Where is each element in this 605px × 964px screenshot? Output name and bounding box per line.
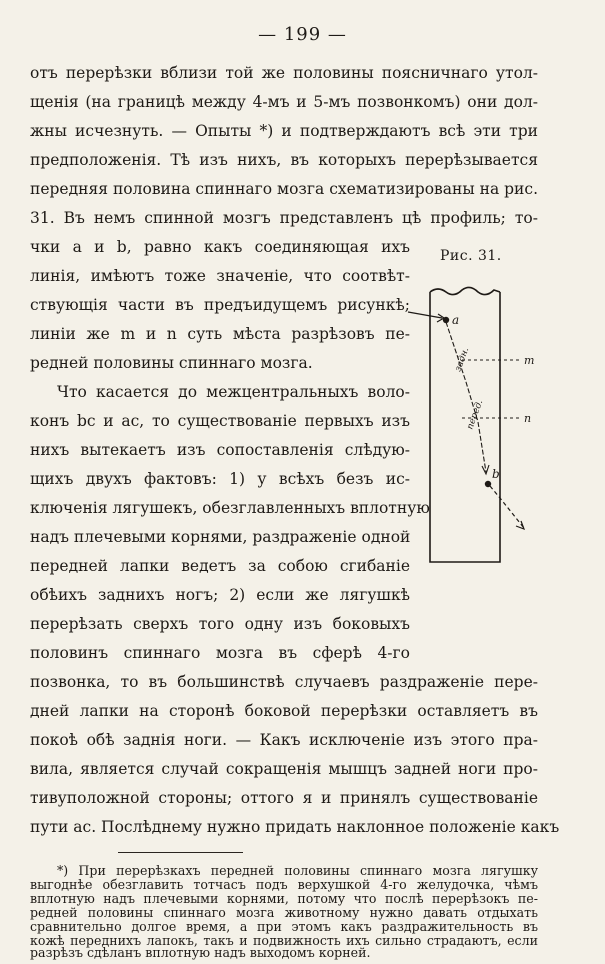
body-line: тивуположной стороны; оттого я и принялъ существованіе [30, 789, 538, 807]
body-line: редней половины спиннаго мозга. [30, 354, 313, 372]
body-line: вила, является случай сокращенія мышцъ задней ноги про- [30, 760, 538, 778]
body-line: конъ bc и ac, то существованіе первыхъ изъ [30, 412, 410, 430]
label-pered: перед. [465, 398, 486, 432]
output-arrow [490, 486, 524, 528]
label-n: n [524, 412, 532, 425]
body-line: надъ плечевыми корнями, раздраженіе одной [30, 528, 411, 546]
output-arrowhead [516, 521, 524, 529]
label-zadn: задн. [453, 346, 472, 374]
body-line: позвонка, то въ большинствѣ случаевъ раздраженіе пере- [30, 673, 538, 691]
page-number: — 199 — [258, 24, 347, 45]
body-line: нихъ вытекаетъ изъ сопоставленія слѣдую- [30, 441, 410, 459]
body-line: передняя половина спиннаго мозга схематизированы на рис. [30, 180, 538, 198]
input-arrow [408, 312, 442, 318]
footnote-line: *) При перерѣзкахъ передней половины спиннаго мозга лягушку [57, 863, 538, 878]
connecting-line [446, 322, 486, 472]
figure-31-diagram [400, 272, 550, 602]
figure-caption: Рис. 31. [440, 248, 502, 264]
body-line: ключенія лягушекъ, обезглавленныхъ вплотную [30, 499, 430, 517]
body-line: предположенія. Тѣ изъ нихъ, въ которыхъ перерѣзывается [30, 151, 538, 169]
label-m: m [524, 354, 535, 367]
body-line: пути ac. Послѣднему нужно придать наклонное положеніе какъ [30, 818, 560, 836]
footnote-line: выгоднѣе обезглавить тотчасъ подъ верхушкой 4-го желудочка, чѣмъ [30, 877, 538, 892]
footnote-line: вплотную надъ плечевыми корнями, потому что послѣ перерѣзокъ пе- [30, 891, 538, 906]
body-line: ствующія части въ предъидущемъ рисункѣ; [30, 296, 410, 314]
footnote-line: редней половины спиннаго мозга животному нужно давать отдыхать [30, 905, 538, 920]
body-line: дней лапки на сторонѣ боковой перерѣзки оставляетъ въ [30, 702, 538, 720]
label-b: b [492, 467, 500, 481]
body-line: щихъ двухъ фактовъ: 1) у всѣхъ безъ ис- [30, 470, 410, 488]
footnote-divider [118, 852, 243, 853]
body-line: перерѣзать сверхъ того одну изъ боковыхъ [30, 615, 410, 633]
footnote-line: сравнительно долгое время, а при этомъ какъ раздражительность въ [30, 919, 538, 934]
body-line: щенія (на границѣ между 4-мъ и 5-мъ позвонкомъ) они дол- [30, 93, 538, 111]
footnote-line: разрѣзъ сдѣланъ вплотную надъ выходомъ корней. [30, 945, 371, 960]
body-line: чки a и b, равно какъ соединяющая ихъ [30, 238, 410, 256]
body-line: покоѣ обѣ заднія ноги. — Какъ исключеніе изъ этого пра- [30, 731, 538, 749]
body-line: 31. Въ немъ спинной мозгъ представленъ цѣ профиль; то- [30, 209, 538, 227]
footnote-line: кожѣ переднихъ лапокъ, такъ и подвижность ихъ сильно страдаютъ, если [30, 933, 538, 948]
body-line: жны исчезнуть. — Опыты *) и подтверждаютъ всѣ эти три [30, 122, 538, 140]
body-line: линія, имѣютъ тоже значеніе, что соотвѣт- [30, 267, 410, 285]
body-line: обѣихъ заднихъ ногъ; 2) если же лягушкѣ [30, 586, 410, 604]
body-line: передней лапки ведетъ за собою сгибаніе [30, 557, 410, 575]
spinal-cord-outline [430, 287, 500, 562]
body-line: отъ перерѣзки вблизи той же половины поясничнаго утол- [30, 64, 538, 82]
body-line: линіи же m и n суть мѣста разрѣзовъ пе- [30, 325, 410, 343]
body-line: половинъ спиннаго мозга въ сферѣ 4-го [30, 644, 410, 662]
body-line: Что касается до межцентральныхъ воло- [57, 383, 410, 401]
label-a: a [452, 313, 460, 327]
